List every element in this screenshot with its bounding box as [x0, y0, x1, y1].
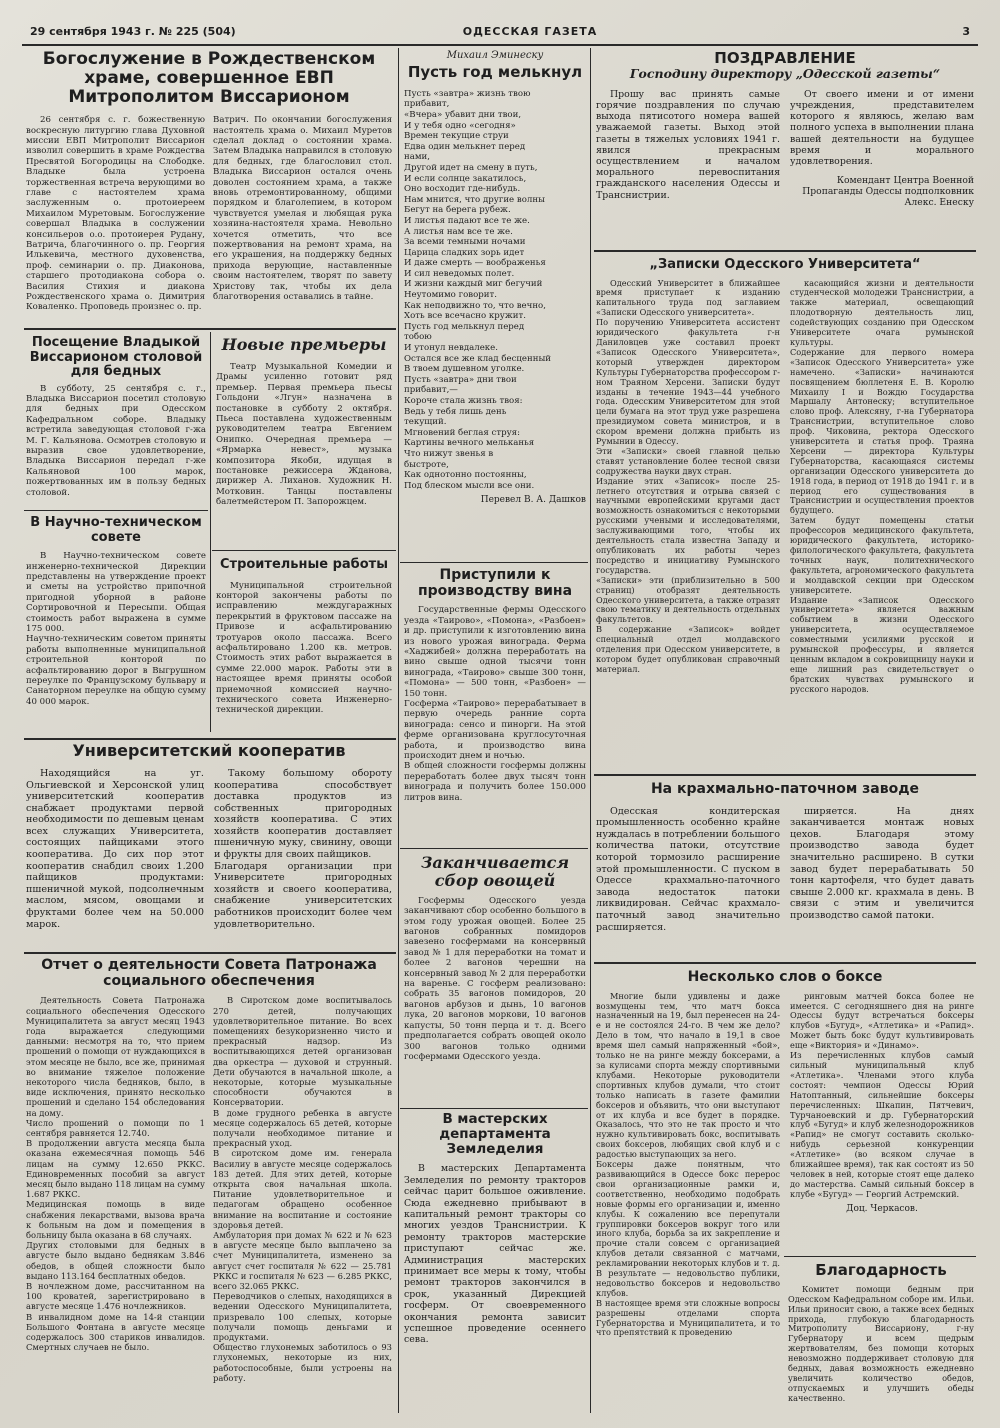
article-body: Государственные фермы Одесского уезда «Таирово», «Помона», «Разбоен» и др. приступили к изготовлению вина из нового урожая винограда. Ферма «Хаджибей» должна переработать на вино свыше одной тысячи тонн винограда, «Таирово» свыше 300 тонн, «Помона» — 500 тонн, «Разбоен» — 150 тонн. Госферма «Таирово» перерабатывает в первую очередь ранние сорта винограда: сенсо и пинорги. На этой ферме организована круглосуточная работа, и производство вина происходит днем и ночью. В общей сложности госфермы должны переработать более двух тысяч тонн винограда и получить более 150.000 литров вина.: [404, 605, 586, 803]
section-rule: [784, 1256, 976, 1257]
article-body: Театр Музыкальной Комедии и Драмы усиленно готовит ряд премьер. Первая премьера пьесы Гольдони «Лгун» назначена в постановке в субботу 2 октября. Пьеса поставлена художественным руководителем театра Евгением Онипко. Очередная премьера — «Ярмарка невест», музыка композитора Якоби, идущая в постановке режиссера Жданова, дирижер А. Лиханов. Художник Н. Мотковин. Танцы поставлены балетмейстером П. Запорожцем.: [216, 361, 392, 508]
poem-author: Михаил Эминеску: [446, 50, 544, 61]
article-construction: [216, 558, 392, 734]
article-title: ПОЗДРАВЛЕНИЕ: [714, 49, 856, 67]
article-body: В субботу, 25 сентября с. г., Владыка Виссарион посетил столовую для бедных при Одесском Кафедральном соборе. Владыку встретила заведующая столовой г-жа М. Г. Кальянова. Осмотрев столовую и выразив свое удовлетворение, Владыка Виссарион передал г-же Кальяновой 100 марок, пожертвованных им в пользу бедных столовой.: [26, 383, 206, 498]
article-body: В Научно-техническом совете инженерно-технической Дирекции представлены на утверждение проект и сметы на устройство припочной пригодной уборной в районе Сортировочной и Пересыпи. Общая стоимость работ выражена в сумме 175 000. Научно-техническим советом приняты работы выполненные муниципальной строительной конторой по асфальтированию дорог в Выгрушном переулке по Французскому бульвару и Санаторном переулке на общую сумму 40 000 марок.: [26, 551, 206, 707]
article-gratitude: [788, 1262, 974, 1416]
article-title: Богослужение в Рождественском храме, совершенное ЕВП Митрополитом Виссарионом: [42, 49, 376, 108]
article-body: Одесская кондитерская промышленность особенно крайне нуждалась в потреблении большого количества патоки, отсутствие которой тормозило расширение этой промышленности. С пуском в Одессе крахмально-паточного завода недостаток патоки ликвидирован. Сейчас крахмало-паточный завод значительно расширяется.: [596, 805, 780, 933]
article-title: Отчет о деятельности Совета Патронажа социального обеспечения: [41, 957, 377, 989]
article-patronage: [26, 958, 392, 1416]
section-rule: [594, 962, 976, 964]
article-university-notes: [596, 258, 974, 768]
issue-date: 29 сентября 1943 г. № 225 (504): [30, 25, 236, 38]
section-rule: [24, 952, 396, 954]
article-title: „Записки Одесского Университета“: [649, 257, 921, 272]
page-header: [30, 22, 970, 42]
article-canteen: [26, 336, 206, 506]
article-premieres: [216, 336, 392, 544]
article-body: касающийся жизни и деятельности студенческой молодежи Транснистрии, а также материал, освещающий плодотворную деятельность лиц, содействующих созданию при Одесском Университете очага румынской культуры. Содержание для первого номера «Записок Одесского Университета» уже намечено. «Записки» начинаются посвящением бюллетеня Е. В. Королю Михаилу I и Вождю Государства Маршалу Антонеску; вступительное слово проф. Алексяну, г-на Губернатора Транснистрии, вступительное слово проф. Чиковина, ректора Одесского университета и статья проф. Траяна Херсени — директора Культуры Губернаторства, касающаяся системы организации Одесского университета до 1918 года, в период от 1918 до 1941 г. и в период его существования в Транснистрии и осуществления проектов будущего. Затем будут помещены статьи профессоров медицинского факультета, юридического факультета, историко-филологического факультета, факультета точных наук, политехнического факультета, агрономического факультета и молдавской секции при Одесском университете. Издание «Записок Одесского университета» является важным событием в жизни Одесского университета, осуществляемое совместными усилиями русской и румынской профессуры, и является ценным вкладом в сокровищницу науки и еще лишний раз свидетельствует о братских чувствах румынского и русского народов.: [790, 277, 974, 694]
poem: [404, 50, 586, 560]
article-title: В Научно-техническом совете: [30, 515, 202, 545]
article-vegetables: [404, 854, 586, 1106]
column-divider: [590, 48, 591, 1413]
article-congratulations: [596, 50, 974, 246]
article-title: На крахмально-паточном заводе: [650, 781, 920, 797]
article-title: Заканчивается сбор овощей: [420, 853, 570, 890]
article-title: В мастерских департамента Земледелия: [439, 1111, 551, 1158]
article-title: Благодарность: [815, 1261, 947, 1279]
article-body: 26 сентября с. г. божественную воскресную литургию глава Духовной миссии ЕВП Митрополит Виссарион изволил совершить в храме Рождества Пресвятой Богородицы на Слободке. Владыке была устроена торжественная встреча верующими во главе с настоятелем храма заслуженным о. протоиереем Михаилом Муретовым. Богослужение совершал Владыка в сослужении консильеров о.о. протоиерея Рудану, Ватрича, благочинного о. пр. Георгия Илькевича, местного духовенства, проф. семинарии о. пр. Диаконова, старшего протодиакона собора о. Василия Стихия и диакона Рождественского храма о. Димитрия Коваленко. Проповедь произнес о. пр.: [26, 115, 205, 313]
section-rule: [594, 774, 976, 776]
article-title: Приступили к производству вина: [417, 567, 573, 599]
article-body: Находящийся на уг. Ольгиевской и Херсонской улиц университетский кооператив снабжает продуктами первой необходимости по дешевым ценам всех служащих Университета, состоящих пайщиками этого кооператива. До сих пор этот кооператив снабдил своих 1.200 пайщиков продуктами: пшеничной мукой, подсолнечным маслом, мясом, овощами и фруктами более чем на 50.000 марок.: [26, 767, 204, 930]
section-rule: [212, 550, 396, 551]
article-wine: [404, 568, 586, 844]
poem-translator: Перевел В. А. Дашков: [480, 495, 586, 506]
article-body: Деятельность Совета Патронажа социального обеспечения Одесского Муниципалитета за август месяц 1943 года выражается следующими данными: несмотря на то, что прием прошений о помощи от нуждающихся в этом месяце не было, все же, принимая во внимание тяжелое положение некоторого числа бедняков, было, в виде исключения, принято несколько прошений и сделано 154 обследования на дому. Число прошений о помощи по 1 сентября равняется 12.740. В продолжении августа месяца была оказана ежемесячная помощь 546 лицам на сумму 12.650 РККС. Единовременных пособий за август месяц было выдано 118 лицам на сумму 1.687 РККС. Медицинская помощь в виде снабжения лекарствами, вызова врача к больным на дом и помещения в больницу была оказана в 68 случаях. Других столовыми для бедных в августе было выдано беднякам 3.846 обедов, в общей сложности было выдано 113.164 бесплатных обедов. В ночлежном доме, рассчитанном на 100 кроватей, зарегистрировано в августе месяце 1.476 ночлежников. В инвалидном доме на 14-й станции Большого Фонтана в августе месяце содержалось 300 стариков инвалидов. Смертных случаев не было.: [26, 995, 205, 1353]
article-body: В мастерских Департамента Земледелия по ремонту тракторов сейчас царит большое оживление. Сюда ежедневно прибывают в капитальный ремонт тракторы со многих уездов Транснистрии. К ремонту тракторов мастерские приступают сейчас же. Администрация мастерских принимает все меры к тому, чтобы ремонт тракторов закончился в срок, указанный Дирекцией госферм. От своевременного окончания ремонта зависит успешное проведение осеннего сева.: [404, 1163, 586, 1346]
article-body: Комитет помощи бедным при Одесском Кафедральном соборе им. Ильи. Ильи приносит свою, а также всех бедных прихода, глубокую благодарность Митрополиту Виссариону, г-ну Губернатору и всем щедрым жертвователям, без помощи которых невозможно поддерживает столовую для бедных, давая возможность ежедневно увеличить количество обедов, отпускаемых и улучшить обеды качественно.: [788, 1283, 974, 1403]
article-starch-factory: [596, 782, 974, 958]
article-body: Многие были удивлены и даже возмущены тем, что матч бокса назначенный на 19, был перенесен на 24-е и не состоялся 24-го. В чем же дело? Дело в том, что начало в 19,1 в свое время шел самый напряженный «бой», только не на ринге между боксерами, а за кулисами спорта между спортивными клубами. Некоторые руководители спортивных клубов думали, что стоит только написать в газете фамилии боксеров и объявить, что они выступают от их клуба и все будет в порядке. Оказалось, что это не так просто и что нужно культивировать бокс, воспитывать своих боксеров, любящих свой клуб и с радостью выступающих за него. Боксеры даже понятным, что развивающийся в Одессе бокс перерос свои организационные рамки и, соответственно, необходимо подобрать новые формы его организации и, именно клубы. К сожалению все перепутали группировки боксеров вокруг того или иного клуба, борьба за их закрепление и прочие стали совсем с организацией клубов детали связанной с матчами, рекламировании некоторых клубов и т. д. В результате — недовольство публики, недовольство боксеров и недовольство клубов. В настоящее время эти сложные вопросы разрешены отделами спорта Губернаторства и Муниципалитета, и то что препятствий к проведению: [596, 990, 780, 1338]
section-rule: [24, 510, 208, 511]
section-rule: [400, 848, 588, 849]
column-divider: [210, 332, 211, 732]
section-rule: [24, 328, 396, 330]
article-body: От своего имени и от имени учреждения, представителем которого я являюсь, желаю вам полного успеха в выполнении плана вашей деятельности на будущее время и морального удовлетворения.: [790, 88, 974, 168]
article-body: В Сиротском доме воспитывалось 270 детей, получающих удовлетворительное питание. Во всех помещениях безукоризненно чисто и прекрасный надзор. Из воспитывающихся детей организован два оркестра — духовой и струнный. Дети обучаются в начальной школе, а некоторые, которые музыкальные способности обучаются в Консерватории. В доме грудного ребенка в августе месяце содержалось 65 детей, которые получали необходимое питание и прекрасный уход. В сиротском доме им. генерала Василиу в августе месяце содержалось 183 детей. Для этих детей, которые открыта своя начальная школа. Питание удовлетворительное и педагогам обращено особенное внимание на воспитание и состояние здоровья детей. Амбулатория при домах № 622 и № 623 в августе месяце было выплачено за счет Муниципалитета, изменено за август счет госпиталя № 622 — 25.781 РККС и госпиталя № 623 — 6.285 РККС, всего 32.065 РККС. Переводчиков о слепых, находящихся в ведении Одесского Муниципалитета, призревало 100 слепых, которые получали помощь деньгами и продуктами. Общество глухонемых заботилось о 93 глухонемых, некоторые из них, работоспособные, были устроены на работу.: [213, 995, 392, 1383]
poem-title: Пусть год мелькнул: [407, 63, 583, 81]
section-rule: [24, 738, 396, 740]
section-rule: [594, 250, 976, 252]
article-signature: Доц. Черкасов.: [846, 1203, 918, 1214]
article-body: ширяется. На днях заканчивается монтаж новых цехов. Благодаря этому производство завода будет значительно расширено. В сутки завод будет перерабатывать 50 тонн картофеля, что будет давать свыше 2.000 кг. крахмала в день. В связи с этим и увеличится производство самой патоки.: [790, 805, 974, 922]
header-rule: [22, 44, 978, 46]
article-title: Строительные работы: [220, 557, 388, 572]
article-title: Новые премьеры: [221, 335, 387, 354]
article-body: Ватрич. По окончании богослужения настоятель храма о. Михаил Муретов сделал доклад о состоянии храма. Затем Владыка направился в столовую для бедных, где благословил стол. Владыка Виссарион остался очень доволен состоянием храма, а также вновь отремонтированному, общими порядком и благолепием, в котором чувствуется умелая и любящая рука хозяина-настоятеля храма. Невольно хочется отметить, что все пожертвования на ремонт храма, на его украшения, на поддержку бедных прихода верующие, наставленные своим настоятелем, творят по завету Христову так, чтобы их дела благотворения оставались в тайне.: [213, 115, 392, 302]
article-subtitle: Господину директору „Одесской газеты“: [629, 65, 941, 81]
article-title: Несколько слов о боксе: [687, 969, 883, 985]
column-divider: [398, 48, 399, 1413]
article-body: Такому большому обороту кооператива способствует доставка продуктов из собственных пригородных хозяйств кооператива. С этих хозяйств кооператив доставляет пшеничную муку, свинину, овощи и фрукты для своих пайщиков. Благодаря организации при Университете пригородных хозяйств и своего кооператива, снабжение университетских работников происходит более чем удовлетворительно.: [214, 767, 392, 930]
article-workshops: [404, 1112, 586, 1416]
article-body: ринговым матчей бокса более не имеется. С сегодняшнего дня на ринге Одессы будут встречаться боксеры клубов «Бугуд», «Атлетика» и «Рапид». Может быть бокс будут культивировать еще «Виктория» и «Динамо». Из перечисленных клубов самый сильный муниципальный клуб «Атлетика». Членами этого клуба состоят: чемпион Одессы Юрий Натоптанный, сильнейшие боксеры перечисленных: Шкапин, Пятчевич, Турчаноевский и др. Губернаторский клуб «Бугуд» и клуб железнодорожников «Рапид» не смогут составить сколько-нибудь серьезной конкуренции «Атлетике» (во всяком случае в ближайшее время), так как состоят из 50 человек в ней, которые стоят еще далеко до мастерства. Самый сильный боксер в клубе «Бугуд» — Георгий Астремский.: [790, 990, 974, 1199]
article-title: Университетский кооператив: [72, 741, 346, 760]
article-body: Прошу вас принять самые горячие поздравления по случаю выхода пятисотого номера вашей уважаемой газеты. Выход этой газеты в тяжелых условиях 1941 г. явился прекрасным осуществлением и началом морального перевоспитания гражданского населения Одессы и Транснистрии.: [596, 88, 780, 201]
article-mass: [26, 50, 392, 322]
article-body: Муниципальной строительной конторой закончены работы по исправлению междугаражных перекрытий в фруктовом пассаже на Привозе и асфальтированию тротуаров около пассажа. Всего асфальтировано 1.200 кв. метров. Стоимость этих работ выражается в сумме 22.000 марок. Работы эти в настоящее время приняты особой приемочной комиссией научно-технического совета Инженерно-технической дирекции.: [216, 580, 392, 716]
article-title: Посещение Владыкой Виссарионом столовой для бедных: [29, 335, 203, 380]
article-body: Госфермы Одесского уезда заканчивают сбор особенно большого в этом году урожая овощей. Более 25 вагонов собранных помидоров завезено госфермами на консервный завод № 1 для переработки на томат и более 2 вагонов черешни на консервный завод № 2 для переработки на варенье. С госферм реализовано: собрать 35 вагонов помидоров, 20 вагонов арбузов и дынь, 10 вагонов лука, 20 вагонов моркови, 10 вагонов капусты, 50 тонн перца и т. д. Всего предполагается собрать овощей около 300 вагонов только одними госфермами Одесского уезда.: [404, 895, 586, 1062]
poem-text: Пусть «завтра» жизнь твою прибавит, «Вчера» убавит дни твои, И у тебя одно «сегодня» Времен текущие струи Едва один мелькнет перед нами, Другой идет на смену в путь, И если солнце закатилось, Оно восходит где-нибудь. Нам мнится, что другие волны Бегут на берега рубеж. И листья падают все те же. А листья нам все те же. За всеми темными ночами Царица сладких зорь идет И даже смерть — воображенья И сил неведомых полет. И жизни каждый миг бегучий Неутомимо говорит. Как неподвижно то, что вечно, Хоть все всечасно кружит. Пусть год мелькнул перед тобою И утонул невдалеке. Остался все же клад бесценный В твоем душевном уголке. Пусть «завтра» дни твои прибавит,— Короче стала жизнь твоя: Ведь у тебя лишь день текущий. Мгновений беглая струя: Картины вечного мельканья Что нижут звенья в быстроте, Как однотонно постоянны, Под блеском мысли все они.: [404, 88, 552, 491]
article-signature: Комендант Центра Военной Пропаганды Одессы подполковник Алекс. Енеску: [802, 175, 974, 209]
article-body: Одесский Университет в ближайшее время приступает к изданию капитального труда под заглавием «Записки Одесского университета». По поручению Университета ассистент юридического факультета г-н Даниловцев уже составил проект «Записок Одесского Университета», который утвержден директором Культуры Губернаторства профессором г-ном Траяном Херсени. Записки будут изданы в течение 1943—44 учебного года. Одесским Университетом для этой цели бумага на этот труд уже разрешена президиумом совета министров, и в скором времени должна прибыть из Румынии в Одессу. Эти «Записки» своей главной целью ставят установление более тесной связи содружества науки двух стран. Издание этих «Записок» после 25-летнего отсутствия и отрыва связей с научными европейскими кругами даст возможность ознакомиться с некоторыми русскими учеными и исследователями, заслуживающими того, чтобы их деятельность стала известна Западу и опубликовать их работы через посредство и инициативу Румынского государства. «Записки» эти (приблизительно в 500 страниц) отобразят деятельность Одесского университета, а также отразят свою тематику и деятельность отдельных факультетов. В содержание «Записок» войдет специальный отдел молдавского отделения при Одесском университете, в котором будет опубликован справочный материал.: [596, 277, 780, 674]
article-tech-council: [26, 516, 206, 736]
newspaper-name: ОДЕССКАЯ ГАЗЕТА: [462, 25, 598, 38]
section-rule: [400, 1108, 588, 1109]
section-rule: [400, 562, 588, 563]
article-cooperative: [26, 742, 392, 948]
page-number: 3: [962, 25, 970, 38]
